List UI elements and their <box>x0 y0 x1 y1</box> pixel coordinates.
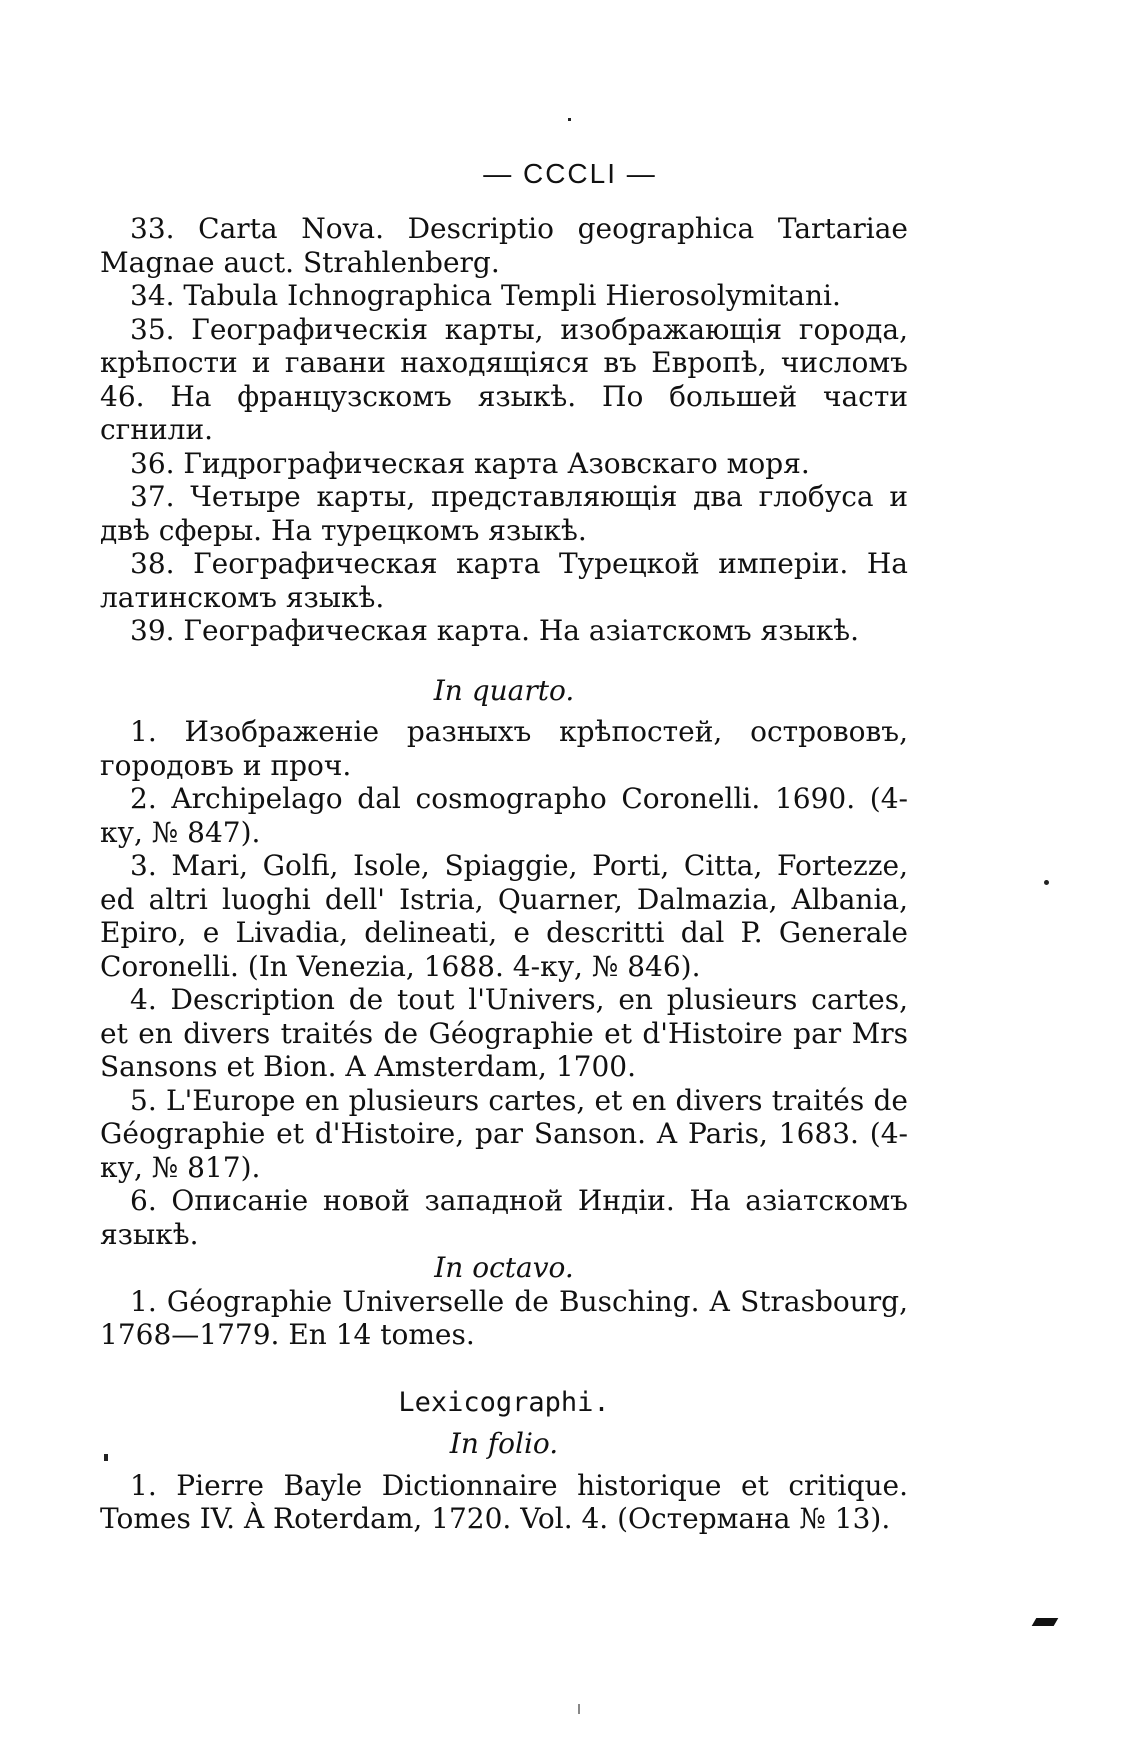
scan-speck <box>1032 1618 1059 1626</box>
folio-entry-1: 1. Pierre Bayle Dictionnaire historique et critique. Tomes IV. À Roterdam, 1720. Vol. 4. (Остермана № 13). <box>100 1468 908 1535</box>
scan-speck <box>1044 880 1049 885</box>
entry-34: 34. Tabula Ichnographica Templi Hierosolymitani. <box>130 279 841 312</box>
quarto-entry-6: 6. Описаніе новой западной Индіи. На азіатскомъ языкѣ. <box>100 1184 908 1251</box>
scan-speck <box>104 1454 108 1461</box>
page-number-header: — CCCLI — <box>483 158 657 189</box>
section-heading-quarto: In quarto. <box>433 673 575 707</box>
entry-38: 38. Географическая карта Турецкой имперіи. На латинскомъ языкѣ. <box>100 547 908 614</box>
octavo-entry-1: 1. Géographie Universelle de Busching. A Strasbourg, 1768—1779. En 14 tomes. <box>100 1284 908 1351</box>
quarto-entry-2: 2. Archipelago dal cosmographo Coronelli. 1690. (4-ку, № 847). <box>100 782 908 849</box>
quarto-entry-3: 3. Mari, Golfi, Isole, Spiaggie, Porti, Citta, Fortezze, ed altri luoghi dell' Istria, Quarner, Dalmazia, Albania, Epiro, e Livadia, delineati, e descritti dal P. Generale Coronelli. (In Venezia, 1688. 4-ку, № 846). <box>100 849 908 983</box>
scan-speck <box>568 118 571 121</box>
quarto-entry-5: 5. L'Europe en plusieurs cartes, et en divers traités de Géographie et d'Histoire, par Sanson. A Paris, 1683. (4-ку, № 817). <box>100 1083 908 1184</box>
entry-33: 33. Carta Nova. Descriptio geographica Tartariae Magnae auct. Strahlenberg. <box>100 212 908 279</box>
section-heading-folio: In folio. <box>449 1427 559 1460</box>
text-column <box>100 212 908 1536</box>
entry-36: 36. Гидрографическая карта Азовскаго моря. <box>130 446 810 480</box>
heading-lexicographi: Lexicographi. <box>398 1386 610 1418</box>
entry-35: 35. Географическія карты, изображающія города, крѣпости и гавани находящіяся въ Европѣ, числомъ 46. На французскомъ языкѣ. По большей части сгнили. <box>100 312 908 446</box>
entry-37: 37. Четыре карты, представляющія два глобуса и двѣ сферы. На турецкомъ языкѣ. <box>100 480 908 547</box>
quarto-entry-1: 1. Изображеніе разныхъ крѣпостей, острововъ, городовъ и проч. <box>100 715 908 782</box>
quarto-entry-4: 4. Description de tout l'Univers, en plusieurs cartes, et en divers traités de Géographie et d'Histoire par Mrs Sansons et Bion. A Amsterdam, 1700. <box>100 983 908 1083</box>
section-heading-octavo: In octavo. <box>434 1251 574 1284</box>
entry-39: 39. Географическая карта. На азіатскомъ языкѣ. <box>130 614 860 647</box>
scan-speck <box>578 1704 580 1714</box>
